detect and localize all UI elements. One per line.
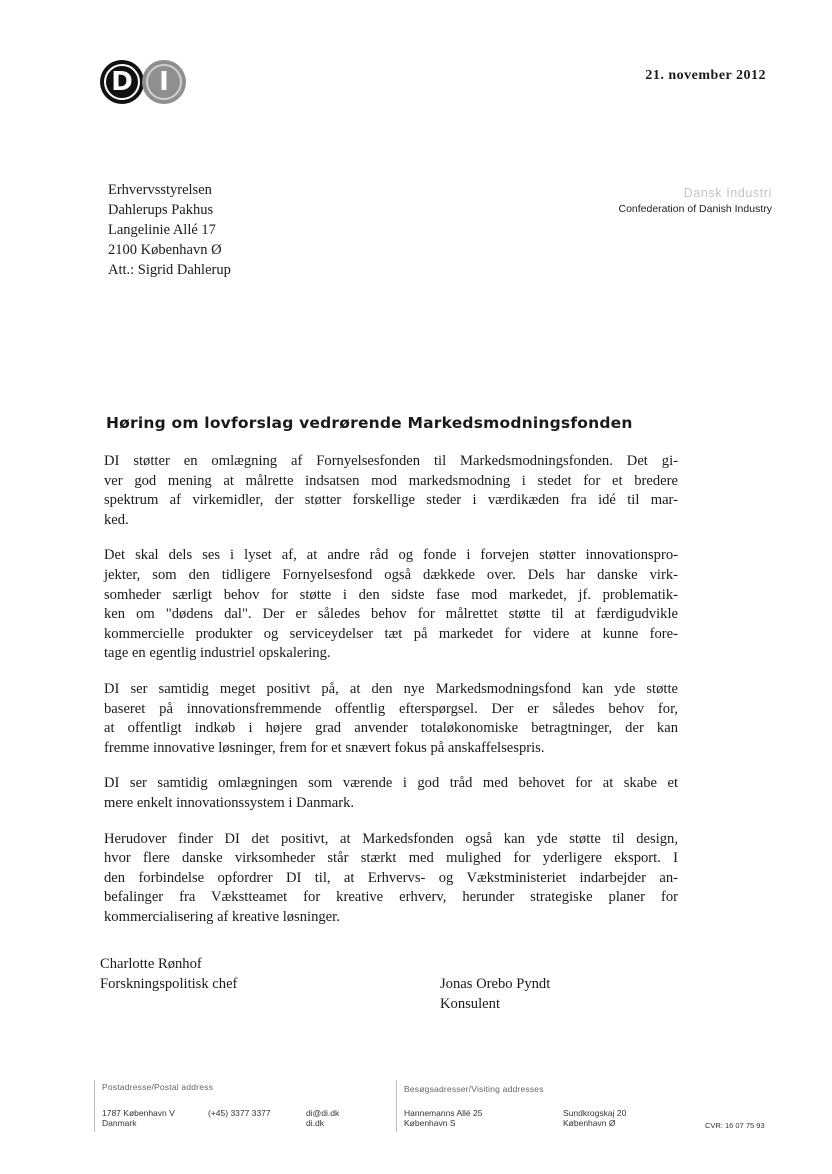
visiting-address-label: Besøgsadresser/Visiting addresses	[404, 1084, 544, 1094]
recipient-line: 2100 København Ø	[108, 242, 222, 258]
body-line: den forbindelse opfordrer DI til, at Erhvervs- og Vækstministeriet indarbejder an-	[104, 869, 678, 886]
postal-country: Danmark	[102, 1118, 137, 1128]
body-line: hvor flere danske virksomheder står stærkt med mulighed for yderligere eksport. I	[104, 850, 678, 867]
body-paragraph	[104, 830, 678, 928]
signatory-title: Konsulent	[440, 995, 500, 1012]
body-line: baseret på innovationsfremmende offentlig efterspørgsel. Der er således behov for,	[104, 700, 678, 717]
signatory-name: Jonas Orebo Pyndt	[440, 976, 551, 992]
body-line: DI støtter en omlægning af Fornyelsesfonden til Markedsmodningsfonden. Det gi-	[104, 453, 678, 469]
body-line: Det skal dels ses i lyset af, at andre råd og fonde i forvejen støtter innovationspro-	[104, 547, 678, 564]
body-line: DI ser samtidig meget positivt på, at den nye Markedsmodningsfond kan yde støtte	[104, 680, 678, 697]
body-line: jekter, som den tidligere Fornyelsesfond også dækkede over. Dels har danske virk-	[104, 566, 678, 583]
logo-i-circle: I	[142, 60, 186, 104]
recipient-line: Att.: Sigrid Dahlerup	[108, 262, 231, 278]
visiting-address-2-street: Sundkrogskaj 20	[563, 1108, 627, 1118]
di-logo	[100, 60, 190, 104]
body-line: somheder særligt behov for støtte i den sidste fase mod markedet, jf. problematik-	[104, 586, 678, 603]
body-line: fremme innovative løsninger, frem for et snævert fokus på anskaffelsespris.	[104, 739, 545, 756]
footer-divider	[396, 1080, 397, 1132]
body-line: tage en egentlig industriel opskalering.	[104, 645, 331, 662]
visiting-address-1-city: København S	[404, 1118, 456, 1128]
visiting-address-2-city: København Ø	[563, 1118, 616, 1128]
body-paragraph	[104, 546, 678, 664]
footer-divider	[94, 1080, 95, 1132]
body-line: Herudover finder DI det positivt, at Markedsfonden også kan yde støtte til design,	[104, 830, 678, 847]
phone-number: (+45) 3377 3377	[208, 1108, 271, 1118]
cvr-number: CVR: 16 07 75 93	[705, 1121, 765, 1130]
website-link[interactable]: di.dk	[306, 1118, 324, 1128]
body-paragraph	[104, 680, 678, 758]
body-line: at offentligt indkøb i højere grad anvender totaløkonomiske betragtninger, der kan	[104, 720, 678, 737]
letter-subject: Høring om lovforslag vedrørende Markedsmodningsfonden	[106, 414, 633, 432]
body-line: ver god mening at målrette indsatsen mod markedsmodning i stedet for et bredere	[104, 472, 678, 489]
signatory-name: Charlotte Rønhof	[100, 956, 202, 972]
body-line: mere enkelt innovationssystem i Danmark.	[104, 794, 355, 811]
recipient-line: Langelinie Allé 17	[108, 222, 216, 238]
body-line: DI ser samtidig omlægningen som værende i god tråd med behovet for at skabe et	[104, 775, 678, 792]
body-paragraph	[104, 774, 678, 813]
email-link[interactable]: di@di.dk	[306, 1108, 340, 1118]
letter-body	[104, 452, 678, 943]
org-name: Dansk Industri	[683, 186, 772, 200]
body-line: kommercielle produkter og serviceydelser tæt på markedet for videre at kunne fore-	[104, 625, 678, 642]
body-line: ken om "dødens dal". Der er således behov for målrettet støtte til at færdigudvikle	[104, 606, 678, 623]
visiting-address-1-street: Hannemanns Allé 25	[404, 1108, 483, 1118]
body-paragraph	[104, 452, 678, 530]
signatory-title: Forskningspolitisk chef	[100, 975, 238, 992]
body-line: befalinger fra Vækstteamet for kreative erhverv, herunder strategiske planer for	[104, 889, 678, 906]
recipient-line: Erhvervsstyrelsen	[108, 182, 212, 198]
body-line: kommercialisering af kreative løsninger.	[104, 908, 340, 925]
postal-city: 1787 København V	[102, 1108, 175, 1118]
recipient-line: Dahlerups Pakhus	[108, 202, 214, 218]
sender-organization	[618, 186, 772, 215]
postal-address-label: Postadresse/Postal address	[102, 1082, 214, 1092]
signature-block	[100, 955, 237, 994]
body-line: spektrum af virkemidler, der støtter forskellige steder i værdikæden fra idé til mar-	[104, 492, 678, 509]
logo-d-circle: D	[100, 60, 144, 104]
body-line: ked.	[104, 511, 129, 528]
signature-block	[440, 975, 550, 1014]
recipient-address	[108, 180, 231, 280]
letter-date: 21. november 2012	[645, 68, 766, 83]
letter-footer	[0, 1076, 832, 1146]
org-subtitle: Confederation of Danish Industry	[618, 203, 772, 215]
